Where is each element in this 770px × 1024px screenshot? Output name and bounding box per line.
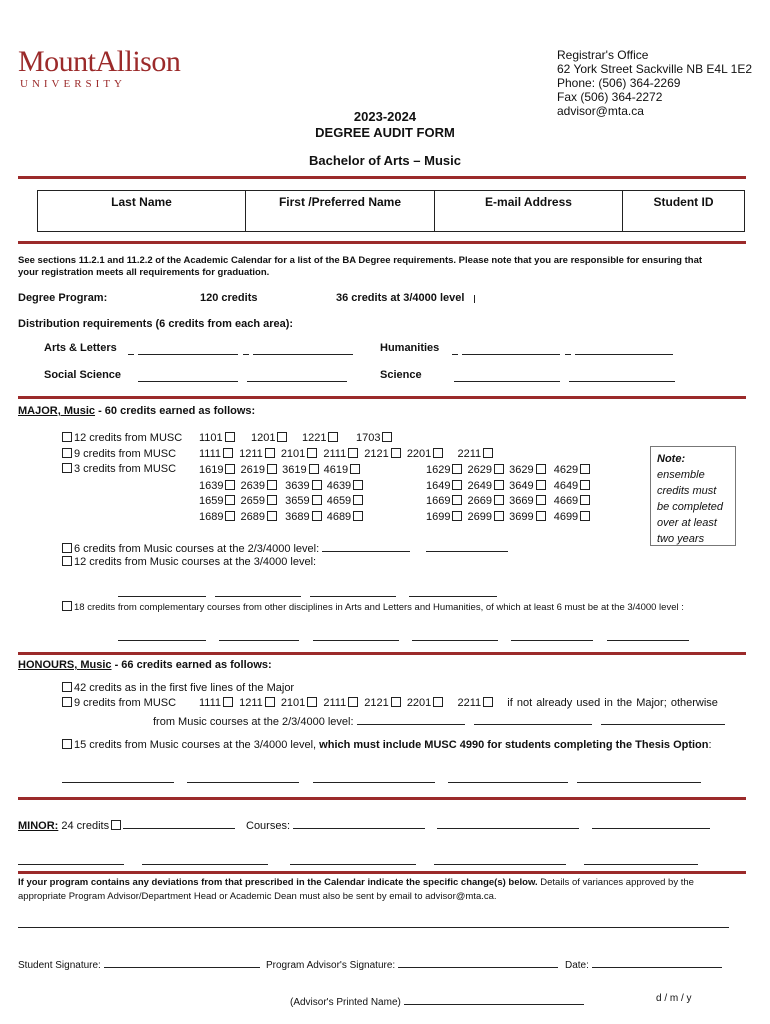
checkbox[interactable] — [62, 601, 72, 611]
checkbox[interactable] — [348, 448, 358, 458]
arts-letters-blanks[interactable] — [128, 342, 353, 360]
blank-field[interactable] — [592, 817, 710, 829]
form-title: DEGREE AUDIT FORM — [315, 125, 455, 140]
logo-subtitle: UNIVERSITY — [20, 78, 126, 90]
contact-office: Registrar's Office — [557, 48, 649, 62]
checkbox[interactable] — [350, 464, 360, 474]
divider — [18, 797, 746, 800]
distribution-title: Distribution requirements (6 credits from each area): — [18, 318, 294, 330]
science-blanks[interactable] — [454, 369, 675, 387]
major-heading — [18, 405, 255, 417]
major-r2-courses[interactable]: 1111 1211 2101 2111 2121 2201 2211 — [199, 448, 495, 460]
contact-street: 62 York Street Sackville NB E4L 1E2 — [557, 62, 752, 76]
degree-program-label: Degree Program: — [18, 292, 108, 304]
blank-field[interactable] — [601, 713, 725, 725]
major-r1-course[interactable]: 1221 — [302, 432, 340, 444]
first-name-field[interactable]: First /Preferred Name — [246, 191, 435, 232]
checkbox[interactable] — [483, 697, 493, 707]
checkbox[interactable] — [225, 511, 235, 521]
ensemble-grid-left — [199, 463, 365, 525]
last-name-field[interactable]: Last Name — [38, 191, 246, 232]
checkbox[interactable] — [433, 448, 443, 458]
checkbox[interactable] — [580, 511, 590, 521]
major-title-rest: - 60 credits earned as follows: — [95, 405, 256, 417]
honours-15-credits-blanks[interactable] — [62, 770, 701, 788]
major-18-credits-blanks[interactable] — [118, 628, 689, 646]
blank-field[interactable] — [437, 817, 579, 829]
ensemble-note — [650, 446, 736, 546]
checkbox[interactable] — [223, 448, 233, 458]
minor-row — [18, 817, 235, 832]
honours-title: HONOURS, Music — [18, 659, 112, 671]
checkbox[interactable] — [483, 448, 493, 458]
note-line: ensemble — [657, 469, 705, 481]
major-12-credits-blanks[interactable] — [118, 584, 497, 602]
deviations-line-2: appropriate Program Advisor/Department Head or Academic Dean must also be sent by email to advisor@mta.ca. — [18, 891, 497, 902]
date-field[interactable] — [592, 956, 722, 968]
checkbox[interactable] — [62, 543, 72, 553]
checkbox[interactable] — [494, 495, 504, 505]
ensemble-row: 1669 2669 3669 4669 — [426, 494, 592, 510]
social-science-label: Social Science — [44, 369, 122, 381]
major-row-3-credits — [60, 463, 176, 475]
ensemble-row: 1649 2649 3649 4649 — [426, 479, 592, 495]
honours-9-credits-row: 9 credits from MUSC — [60, 697, 176, 709]
note-line: credits must — [657, 485, 717, 497]
checkbox[interactable] — [307, 448, 317, 458]
checkbox[interactable] — [62, 739, 72, 749]
honours-9-credits-courses[interactable]: 1111 1211 2101 2111 2121 2201 2211 if not already used in the Major; otherwise — [199, 697, 718, 709]
checkbox[interactable] — [62, 448, 72, 458]
major-12-credits-row: 12 credits from Music courses at the 3/4000 level: — [60, 556, 316, 568]
checkbox[interactable] — [62, 463, 72, 473]
deviations-line-1: If your program contains any deviations from that prescribed in the Calendar indicate the specific change(s) below. Details of variances approved by the — [18, 877, 694, 888]
checkbox[interactable] — [111, 820, 121, 830]
social-science-blanks[interactable] — [138, 369, 347, 387]
contact-email: advisor@mta.ca — [557, 104, 644, 118]
blank-field[interactable] — [322, 540, 410, 552]
student-id-field[interactable]: Student ID — [623, 191, 745, 232]
blank-field[interactable] — [426, 540, 508, 552]
student-info-table — [37, 190, 745, 232]
honours-title-rest: - 66 credits earned as follows: — [111, 659, 272, 671]
checkbox[interactable] — [267, 511, 277, 521]
checkbox[interactable] — [536, 480, 546, 490]
minor-course-blanks[interactable] — [18, 852, 698, 870]
date-format-hint: d / m / y — [656, 993, 692, 1004]
note-line: two years — [657, 533, 705, 545]
checkbox[interactable] — [580, 495, 590, 505]
intro-line-2: your registration meets all requirements for graduation. — [18, 267, 270, 278]
checkbox[interactable] — [353, 495, 363, 505]
checkbox[interactable] — [309, 464, 319, 474]
divider — [18, 871, 746, 874]
contact-block — [557, 48, 752, 118]
major-r2-label: 9 credits from MUSC — [74, 448, 177, 460]
checkbox[interactable] — [62, 697, 72, 707]
upper-level-tick — [474, 295, 475, 303]
checkbox[interactable] — [277, 432, 287, 442]
checkbox[interactable] — [348, 697, 358, 707]
total-credits: 120 credits — [200, 292, 258, 304]
honours-2-3-4000-row: from Music courses at the 2/3/4000 level: — [153, 713, 725, 728]
minor-credits: 24 credits — [61, 820, 110, 832]
blank-field[interactable] — [123, 817, 235, 829]
form-year: 2023-2024 — [353, 109, 417, 124]
major-r1-course[interactable]: 1703 — [356, 432, 394, 444]
ensemble-row: 1689 2689 3689 4689 — [199, 510, 365, 526]
student-signature-row: Student Signature: — [18, 956, 260, 971]
student-signature-field[interactable] — [104, 956, 260, 968]
note-line: over at least — [657, 517, 717, 529]
advisor-signature-row: Program Advisor's Signature: — [266, 956, 558, 971]
divider — [18, 396, 746, 399]
checkbox[interactable] — [391, 448, 401, 458]
checkbox[interactable] — [62, 556, 72, 566]
checkbox[interactable] — [62, 682, 72, 692]
note-line: be completed — [657, 501, 724, 513]
checkbox[interactable] — [452, 464, 462, 474]
minor-courses-row — [246, 817, 710, 832]
note-title: Note: — [657, 453, 686, 465]
email-field[interactable]: E-mail Address — [435, 191, 623, 232]
date-row: Date: — [565, 956, 722, 971]
checkbox[interactable] — [536, 511, 546, 521]
university-logo — [18, 46, 180, 90]
ensemble-row: 1639 2639 3639 4639 — [199, 479, 365, 495]
checkbox[interactable] — [433, 697, 443, 707]
checkbox[interactable] — [494, 480, 504, 490]
major-r1-label: 12 credits from MUSC — [74, 432, 183, 444]
ensemble-row: 1699 2699 3699 4699 — [426, 510, 592, 526]
checkbox[interactable] — [225, 464, 235, 474]
checkbox[interactable] — [225, 480, 235, 490]
checkbox[interactable] — [223, 697, 233, 707]
checkbox[interactable] — [267, 495, 277, 505]
checkbox[interactable] — [225, 495, 235, 505]
checkbox[interactable] — [312, 511, 322, 521]
checkbox[interactable] — [307, 697, 317, 707]
checkbox[interactable] — [580, 464, 590, 474]
degree-title: Bachelor of Arts – Music — [309, 153, 461, 168]
advisor-printed-name-field[interactable] — [404, 993, 584, 1005]
humanities-label: Humanities — [380, 342, 440, 354]
divider — [18, 241, 746, 244]
advisor-signature-field[interactable] — [398, 956, 558, 968]
major-title: MAJOR, Music — [18, 405, 96, 417]
ensemble-row: 1629 2629 3629 4629 — [426, 463, 592, 479]
advisor-printed-name-row: (Advisor's Printed Name) — [290, 993, 584, 1008]
checkbox[interactable] — [265, 697, 275, 707]
blank-field[interactable] — [357, 713, 465, 725]
divider — [18, 176, 746, 179]
checkbox[interactable] — [62, 432, 72, 442]
checkbox[interactable] — [312, 480, 322, 490]
arts-letters-label: Arts & Letters — [44, 342, 117, 354]
minor-label: MINOR: — [18, 820, 59, 832]
minor-courses-label: Courses: — [246, 820, 291, 832]
checkbox[interactable] — [267, 480, 277, 490]
deviations-write-line[interactable] — [18, 927, 729, 928]
honours-15-credits-row: 15 credits from Music courses at the 3/4000 level, which must include MUSC 4990 for students completing the Thesis Option: — [60, 739, 712, 751]
checkbox[interactable] — [452, 511, 462, 521]
intro-line-1: See sections 11.2.1 and 11.2.2 of the Academic Calendar for a list of the BA Degree requirements. Please note that you are responsible for ensuring that — [18, 255, 703, 266]
upper-level-credits: 36 credits at 3/4000 level — [336, 292, 465, 304]
checkbox[interactable] — [494, 464, 504, 474]
ensemble-grid-right — [426, 463, 592, 525]
checkbox[interactable] — [267, 464, 277, 474]
major-r1-course[interactable]: 1101 — [199, 432, 237, 444]
ensemble-row: 1659 2659 3659 4659 — [199, 494, 365, 510]
checkbox[interactable] — [328, 432, 338, 442]
blank-field[interactable] — [293, 817, 425, 829]
science-label: Science — [380, 369, 422, 381]
logo-wordmark: MountAllison — [18, 45, 181, 78]
checkbox[interactable] — [580, 480, 590, 490]
contact-fax: Fax (506) 364-2272 — [557, 90, 663, 104]
major-18-credits-row: 18 credits from complementary courses from other disciplines in Arts and Letters and Humanities, of which at least 6 must be at the 3/4000 level : — [60, 601, 684, 613]
checkbox[interactable] — [382, 432, 392, 442]
major-r3-label: 3 credits from MUSC — [74, 463, 177, 475]
checkbox[interactable] — [265, 448, 275, 458]
checkbox[interactable] — [452, 480, 462, 490]
checkbox[interactable] — [536, 495, 546, 505]
checkbox[interactable] — [312, 495, 322, 505]
honours-heading — [18, 659, 272, 671]
checkbox[interactable] — [452, 495, 462, 505]
contact-phone: Phone: (506) 364-2269 — [557, 76, 681, 90]
divider — [18, 652, 746, 655]
checkbox[interactable] — [353, 480, 363, 490]
checkbox[interactable] — [494, 511, 504, 521]
checkbox[interactable] — [225, 432, 235, 442]
honours-42-credits-row: 42 credits as in the first five lines of the Major — [60, 682, 294, 694]
blank-field[interactable] — [474, 713, 592, 725]
major-6-credits-row: 6 credits from Music courses at the 2/3/4000 level: — [60, 540, 508, 555]
ensemble-row: 1619 2619 3619 4619 — [199, 463, 365, 479]
humanities-blanks[interactable] — [452, 342, 673, 360]
checkbox[interactable] — [536, 464, 546, 474]
checkbox[interactable] — [391, 697, 401, 707]
major-row-12-credits — [60, 432, 182, 444]
checkbox[interactable] — [353, 511, 363, 521]
major-row-9-credits — [60, 448, 176, 460]
major-r1-course[interactable]: 1201 — [251, 432, 289, 444]
